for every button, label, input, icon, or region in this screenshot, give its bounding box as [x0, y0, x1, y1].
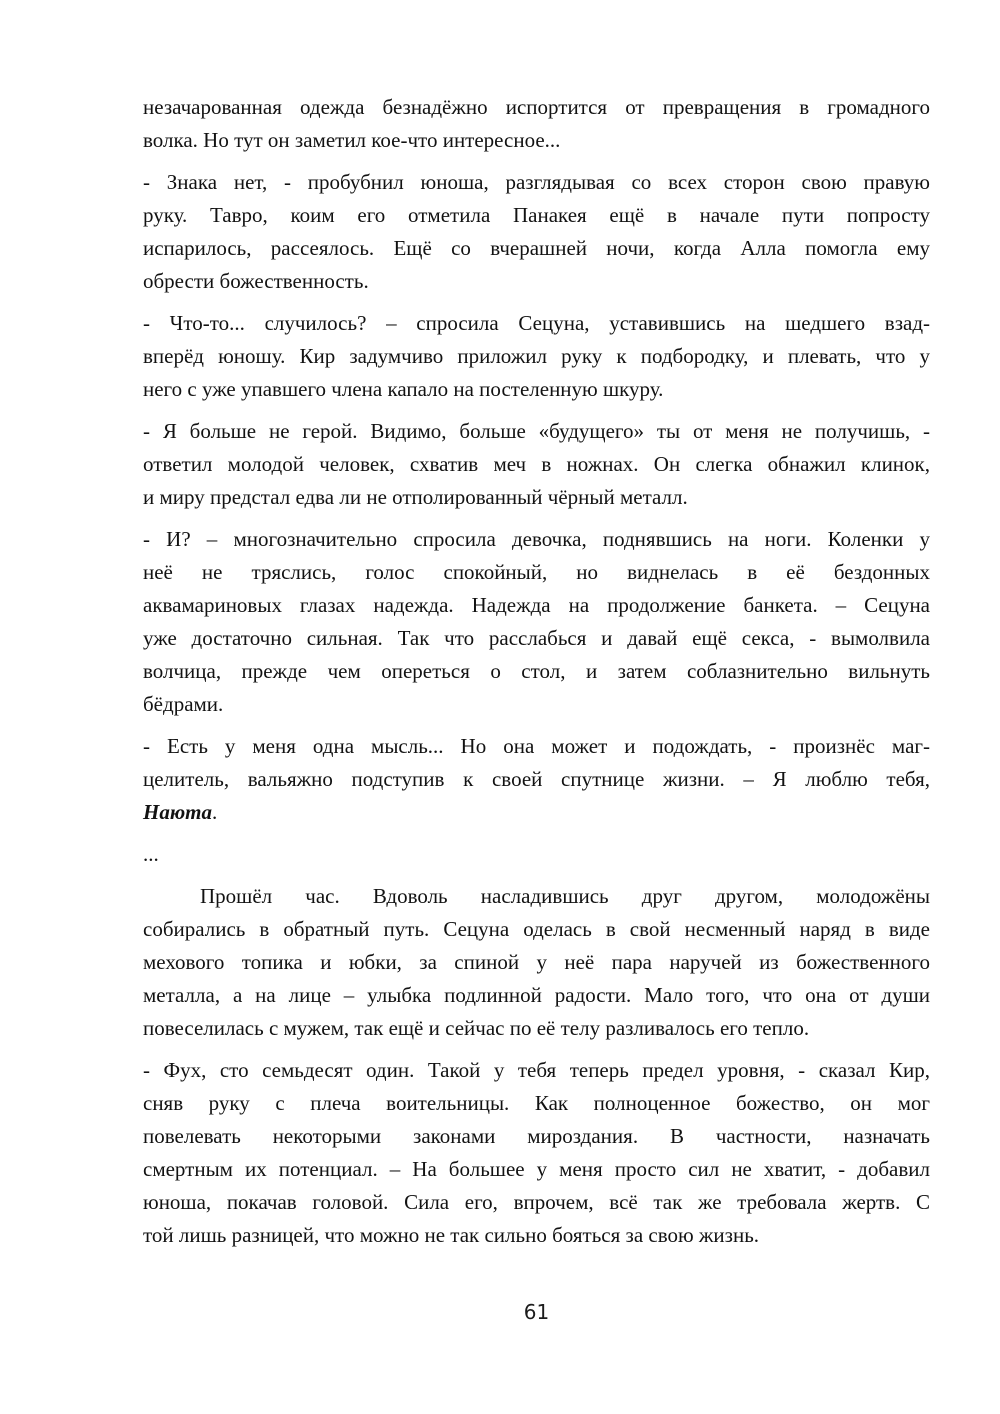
text-line: целитель, вальяжно подступив к своей спутнице жизни. – Я люблю тебя, — [143, 767, 930, 791]
paragraph — [143, 1054, 930, 1252]
text-line: руку. Тавро, коим его отметила Панакея ещё в начале пути попросту — [143, 203, 930, 227]
text-line: него с уже упавшего члена капало на постеленную шкуру. — [143, 377, 664, 401]
text-line: волчица, прежде чем опереться о стол, и затем соблазнительно вильнуть — [143, 659, 930, 683]
text-line: бёдрами. — [143, 692, 224, 716]
paragraph — [143, 730, 930, 829]
text-line: аквамариновых глазах надежда. Надежда на продолжение банкета. – Сецуна — [143, 593, 930, 617]
page-number: 61 — [523, 1300, 550, 1324]
text-line: - Я больше не герой. Видимо, больше «будущего» ты от меня не получишь, - — [143, 419, 930, 443]
text-line: мехового топика и юбки, за спиной у неё пара наручей из божественного — [143, 950, 930, 974]
emphasized-name: Наюта — [143, 800, 212, 824]
paragraph — [143, 838, 930, 871]
paragraph — [143, 166, 930, 298]
text-line: металла, а на лице – улыбка подлинной радости. Мало того, что она от души — [143, 983, 930, 1007]
text-line: собирались в обратный путь. Сецуна оделась в свой несменный наряд в виде — [143, 917, 930, 941]
paragraph — [143, 880, 930, 1045]
text-line: незачарованная одежда безнадёжно испортится от превращения в громадного — [143, 95, 930, 119]
text-line: - Фух, сто семьдесят один. Такой у тебя теперь предел уровня, - сказал Кир, — [143, 1058, 930, 1082]
text-line: уже достаточно сильная. Так что расслабься и давай ещё секса, - вымолвила — [143, 626, 930, 650]
text-line: той лишь разницей, что можно не так сильно бояться за свою жизнь. — [143, 1223, 760, 1247]
paragraph — [143, 91, 930, 157]
text-line: волка. Но тут он заметил кое-что интересное... — [143, 128, 561, 152]
text-line — [143, 796, 930, 829]
paragraph — [143, 523, 930, 721]
text-line: повеселилась с мужем, так ещё и сейчас по её телу разливалось его тепло. — [143, 1016, 810, 1040]
text-line: обрести божественность. — [143, 269, 369, 293]
paragraph — [143, 307, 930, 406]
text-line: и миру предстал едва ли не отполированный чёрный металл. — [143, 485, 688, 509]
text-run: . — [212, 800, 218, 824]
text-line: неё не тряслись, голос спокойный, но виднелась в её бездонных — [143, 560, 930, 584]
text-line: - Есть у меня одна мысль... Но она может и подождать, - произнёс маг- — [143, 734, 930, 758]
text-line: юноша, покачав головой. Сила его, впрочем, всё так же требовала жертв. С — [143, 1190, 930, 1214]
text-line: повелевать некоторыми законами мироздания. В частности, назначать — [143, 1124, 930, 1148]
text-line: смертным их потенциал. – На большее у меня просто сил не хватит, - добавил — [143, 1157, 930, 1181]
paragraphs — [143, 91, 930, 1252]
text-line: испарилось, рассеялось. Ещё со вчерашней ночи, когда Алла помогла ему — [143, 236, 930, 260]
text-line: Прошёл час. Вдоволь насладившись друг другом, молодожёны — [200, 884, 930, 908]
text-line: вперёд юношу. Кир задумчиво приложил руку к подбородку, и плевать, что у — [143, 344, 930, 368]
text-line: - Что-то... случилось? – спросила Сецуна, уставившись на шедшего взад- — [143, 311, 930, 335]
text-line: ... — [143, 842, 159, 866]
paragraph — [143, 415, 930, 514]
text-line: ответил молодой человек, схватив меч в ножнах. Он слегка обнажил клинок, — [143, 452, 930, 476]
text-line: - Знака нет, - пробубнил юноша, разглядывая со всех сторон свою правую — [143, 170, 930, 194]
text-line: - И? – многозначительно спросила девочка, поднявшись на ноги. Коленки у — [143, 527, 930, 551]
text-line: сняв руку с плеча воительницы. Как полноценное божество, он мог — [143, 1091, 930, 1115]
